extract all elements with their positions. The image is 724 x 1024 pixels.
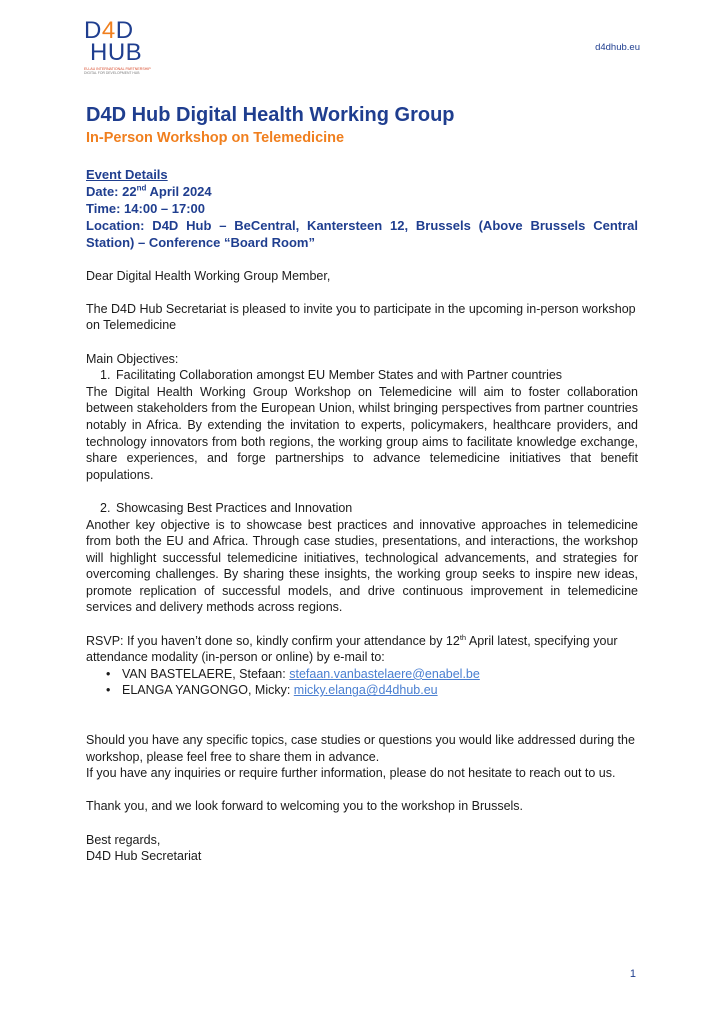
logo-hub: HUB <box>90 39 143 66</box>
objective-1-title: 1. Facilitating Collaboration amongst EU Member States and with Partner countries <box>100 368 563 383</box>
event-date: Date: 22nd April 2024 <box>86 183 212 199</box>
header-url[interactable]: d4dhub.eu <box>595 42 640 53</box>
topics-paragraph: Should you have any specific topics, case studies or questions you would like addressed during the workshop, please feel free to share them in advance. <box>86 733 635 764</box>
greeting: Dear Digital Health Working Group Member, <box>86 268 331 283</box>
email-link[interactable]: stefaan.vanbastelaere@enabel.be <box>289 666 480 681</box>
closing: Best regards, <box>86 832 161 847</box>
inquiries-paragraph: If you have any inquiries or require further information, please do not hesitate to reach out to us. <box>86 766 616 781</box>
rsvp-contact-list <box>86 666 638 699</box>
document-title: D4D Hub Digital Health Working Group <box>86 104 455 126</box>
event-time: Time: 14:00 – 17:00 <box>86 201 205 216</box>
event-details-heading: Event Details <box>86 167 168 182</box>
email-link[interactable]: micky.elanga@d4dhub.eu <box>293 683 438 698</box>
signature: D4D Hub Secretariat <box>86 849 202 864</box>
document-body <box>86 103 638 865</box>
objective-1-body: The Digital Health Working Group Workshop on Telemedicine will aim to foster collaboration between stakeholders from the European Union, whilst bringing perspectives from partner countries notably in Africa. By extending the invitation to experts, policymakers, healthcare providers, and technology innovators from both regions, the working group aims to facilitate knowledge exchange, share experiences, and forge partnerships to advance telemedicine initiatives that benefit populations. <box>86 384 638 482</box>
event-location: Location: D4D Hub – BeCentral, Kantersteen 12, Brussels (Above Brussels Central Station) – Conference “Board Room” <box>86 218 638 250</box>
contact-item: • ELANGA YANGONGO, Micky: micky.elanga@d4dhub.eu <box>106 683 438 698</box>
logo-tagline-secondary: DIGITAL FOR DEVELOPMENT HUB <box>84 71 140 75</box>
d4d-hub-logo <box>84 17 170 84</box>
logo-tagline-primary: EU-AU INTERNATIONAL PARTNERSHIP <box>84 67 151 71</box>
page-number: 1 <box>629 968 636 980</box>
objective-2-body: Another key objective is to showcase best practices and innovative approaches in telemedicine from both the EU and Africa. Through case studies, presentations, and interactions, the workshop will highlight successful telemedicine initiatives, technological advancements, and strategies for overcoming challenges. By sharing these insights, the working group seeks to inspire new ideas, promote replication of successful models, and drive continuous improvement in telemedicine services and delivery methods across regions. <box>86 517 638 615</box>
objective-2-title: 2. Showcasing Best Practices and Innovation <box>100 500 353 515</box>
rsvp-paragraph: RSVP: If you haven’t done so, kindly confirm your attendance by 12th April latest, specifying your attendance modality (in-person or online) by e-mail to: <box>86 632 618 665</box>
contact-item: • VAN BASTELAERE, Stefaan: stefaan.vanbastelaere@enabel.be <box>106 666 480 681</box>
thanks-paragraph: Thank you, and we look forward to welcoming you to the workshop in Brussels. <box>86 799 524 814</box>
objectives-heading: Main Objectives: <box>86 351 179 366</box>
event-details <box>86 166 638 251</box>
intro-paragraph: The D4D Hub Secretariat is pleased to invite you to participate in the upcoming in-person workshop on Telemedicine <box>86 301 636 333</box>
logo-d4d: D4D <box>84 17 134 44</box>
document-subtitle: In-Person Workshop on Telemedicine <box>86 130 345 146</box>
